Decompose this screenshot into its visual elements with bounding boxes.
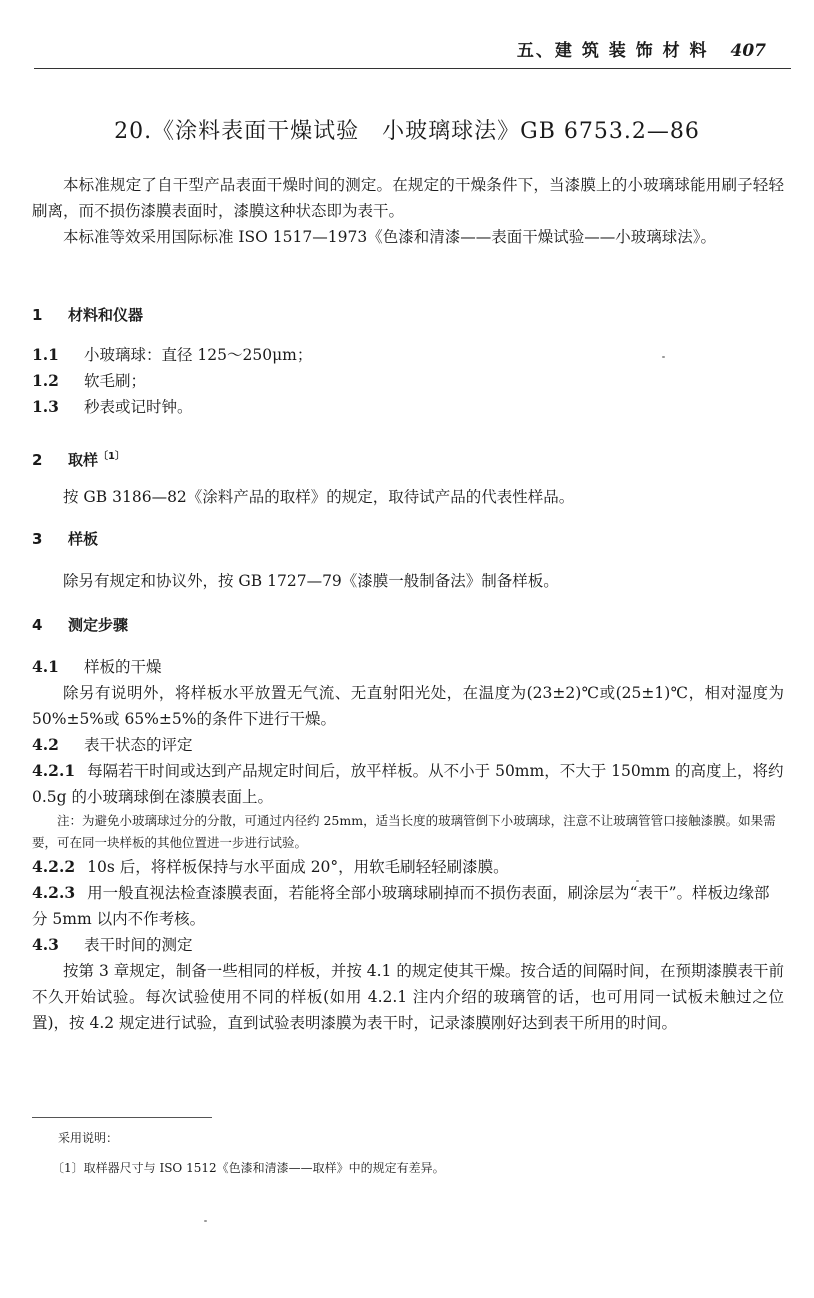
section-4-number: 4 <box>32 616 43 634</box>
section-1-number: 1 <box>32 306 43 324</box>
clause-text: 每隔若干时间或达到产品规定时间后，放平样板。从不小于 50mm，不大于 150mm 的高度上，将约 0.5g 的小玻璃球倒在漆膜表面上。 <box>32 762 784 806</box>
scan-speck <box>204 1220 207 1222</box>
section-2-number: 2 <box>32 451 43 469</box>
item-1-1 <box>32 342 784 368</box>
item-1-2 <box>32 368 784 394</box>
section-2-text: 按 GB 3186—82《涂料产品的取样》的规定，取待试产品的代表性样品。 <box>63 488 575 506</box>
section-2-body <box>32 484 784 510</box>
section-3-body <box>32 568 784 594</box>
item-text: 软毛刷； <box>84 372 147 390</box>
footnote-rule <box>32 1117 212 1118</box>
intro-paragraph-1: 本标准规定了自干型产品表面干燥时间的测定。在规定的干燥条件下，当漆膜上的小玻璃球能用刷子轻轻刷离，而不损伤漆膜表面时，漆膜这种状态即为表干。 <box>32 176 784 220</box>
footnote-heading: 采用说明： <box>58 1131 119 1145</box>
clause-text: 10s 后，将样板保持与水平面成 20°，用软毛刷轻轻刷漆膜。 <box>87 858 509 876</box>
note: 注：为避免小玻璃球过分的分散，可通过内径约 25mm，适当长度的玻璃管倒下小玻璃球，注意不让玻璃管管口接触漆膜。如果需要，可在同一块样板的其他位置进一步进行试验。 <box>32 813 776 850</box>
section-2-title: 取样 <box>68 451 99 469</box>
intro <box>32 172 784 250</box>
subsection-number: 4.1 <box>32 657 59 676</box>
running-header <box>517 36 766 61</box>
section-1-items <box>32 342 784 420</box>
section-4-body <box>32 654 784 1036</box>
clause-text: 用一般直视法检查漆膜表面，若能将全部小玻璃球刷掉而不损伤表面，刷涂层为“表干”。样板边缘部分 5mm 以内不作考核。 <box>32 884 770 928</box>
subsection-4-3-text: 按第 3 章规定，制备一些相同的样板，并按 4.1 的规定使其干燥。按合适的间隔时间，在预期漆膜表干前不久开始试验。每次试验使用不同的样板(如用 4.2.1 注内介绍的玻璃管的话，也可用同一试板未触过之位置)，按 4.2 规定进行试验，直到试验表明漆膜为表干时，记录漆膜刚好达到表干所用的时间。 <box>32 962 784 1032</box>
section-2-heading <box>32 444 784 473</box>
subsection-4-3-heading <box>32 932 784 958</box>
footnote-text: 〔1〕取样器尺寸与 ISO 1512《色漆和清漆——取样》中的规定有差异。 <box>52 1161 445 1175</box>
item-1-3 <box>32 394 784 420</box>
standard-title: 20.《涂料表面干燥试验 小玻璃球法》GB 6753.2—86 <box>114 119 700 144</box>
footnote-ref: 〔1〕 <box>98 451 125 462</box>
section-3-title: 样板 <box>68 530 99 548</box>
item-text: 小玻璃球：直径 125～250μm； <box>84 346 313 364</box>
item-number: 1.3 <box>32 397 59 416</box>
header-rule <box>34 68 791 69</box>
section-1-title: 材料和仪器 <box>68 306 144 324</box>
subsection-title: 表干状态的评定 <box>84 736 193 754</box>
subsection-4-1-text: 除另有说明外，将样板水平放置无气流、无直射阳光处，在温度为(23±2)℃或(25±1)℃，相对湿度为 50%±5%或 65%±5%的条件下进行干燥。 <box>32 684 784 728</box>
clause-4-2-3 <box>32 880 784 932</box>
item-text: 秒表或记时钟。 <box>84 398 193 416</box>
section-3-text: 除另有规定和协议外，按 GB 1727—79《漆膜一般制备法》制备样板。 <box>63 572 559 590</box>
subsection-4-2-heading <box>32 732 784 758</box>
section-3-heading <box>32 526 784 552</box>
clause-number: 4.2.1 <box>32 761 76 780</box>
clause-number: 4.2.2 <box>32 857 76 876</box>
section-4-title: 测定步骤 <box>68 616 129 634</box>
subsection-number: 4.2 <box>32 735 59 754</box>
clause-4-2-1 <box>32 758 784 810</box>
item-number: 1.2 <box>32 371 59 390</box>
scan-speck <box>636 880 639 882</box>
item-number: 1.1 <box>32 345 59 364</box>
subsection-number: 4.3 <box>32 935 59 954</box>
intro-paragraph-2: 本标准等效采用国际标准 ISO 1517—1973《色漆和清漆——表面干燥试验——小玻璃球法》。 <box>63 228 716 246</box>
section-4-heading <box>32 612 784 638</box>
section-1-heading <box>32 302 784 328</box>
subsection-title: 样板的干燥 <box>84 658 162 676</box>
section-title: 五、建 筑 装 饰 材 料 <box>516 41 709 61</box>
page-number: 407 <box>730 41 766 61</box>
subsection-4-1-heading <box>32 654 784 680</box>
subsection-title: 表干时间的测定 <box>84 936 193 954</box>
clause-number: 4.2.3 <box>32 883 76 902</box>
section-3-number: 3 <box>32 530 43 548</box>
clause-4-2-2 <box>32 854 784 880</box>
scan-speck <box>662 356 665 358</box>
